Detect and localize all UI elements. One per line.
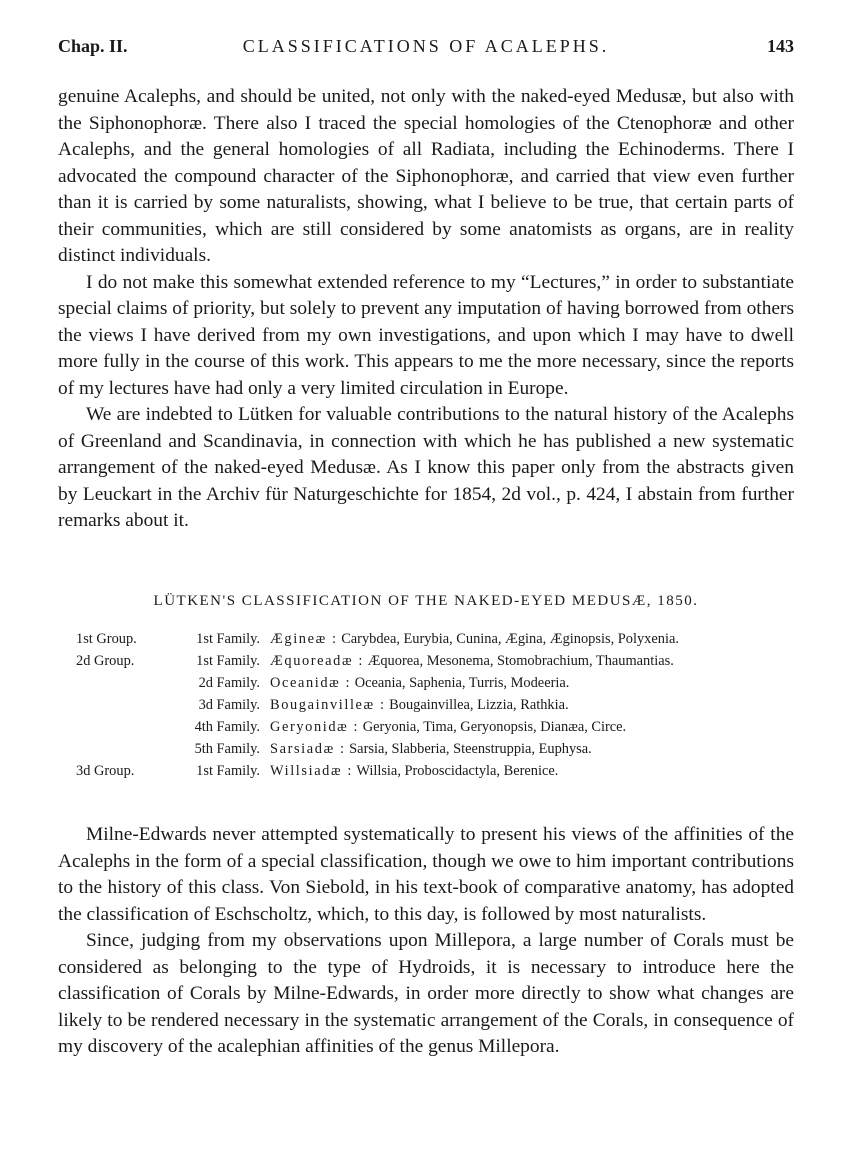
classification-row <box>58 738 818 760</box>
family-label: 3d Family. <box>198 697 260 713</box>
body-text-top <box>58 84 794 535</box>
genera-list: Willsia, Proboscidactyla, Berenice. <box>356 763 559 779</box>
family-name: Willsiadæ : <box>270 763 353 779</box>
running-title: CLASSIFICATIONS OF ACALEPHS. <box>242 36 610 56</box>
genera-list: Bougainvillea, Lizzia, Rathkia. <box>389 697 569 713</box>
classification-row <box>58 716 818 738</box>
group-label: 1st Group. <box>76 631 137 647</box>
classification-table <box>58 628 818 782</box>
paragraph: Since, judging from my observations upon Millepora, a large number of Corals must be considered as belonging to the type of Hydroids, it is necessary to introduce here the classification of Corals by Milne-Edwards, in order more directly to show what changes are likely to be rendered necessary in the systematic arrangement of the Corals, in consequence of my discovery of the acalephian affinities of the genus Millepora. <box>58 930 794 1057</box>
genera-list: Carybdea, Eurybia, Cunina, Ægina, Æginopsis, Polyxenia. <box>341 631 679 647</box>
family-description <box>270 672 569 694</box>
classification-title: LÜTKEN'S CLASSIFICATION OF THE NAKED-EYED MEDUSÆ, 1850. <box>153 593 699 609</box>
family-label: 4th Family. <box>194 719 260 735</box>
classification-row <box>58 694 818 716</box>
body-text-bottom <box>58 822 794 1061</box>
family-label: 1st Family. <box>196 653 260 669</box>
family-description <box>270 628 679 650</box>
family-name: Bougainvilleæ : <box>270 697 386 713</box>
classification-row <box>58 760 818 782</box>
family-name: Oceanidæ : <box>270 675 352 691</box>
classification-row <box>58 672 818 694</box>
family-description <box>270 738 592 760</box>
chapter-label: Chap. II. <box>58 36 128 56</box>
family-label: 5th Family. <box>194 741 260 757</box>
genera-list: Oceania, Saphenia, Turris, Modeeria. <box>354 675 570 691</box>
family-name: Sarsiadæ : <box>270 741 346 757</box>
paragraph: We are indebted to Lütken for valuable contributions to the natural history of the Acalephs of Greenland and Scandinavia, in connection with which he has published a new systematic arrangement of the naked-eyed Medusæ. As I know this paper only from the abstracts given by Leuckart in the Archiv für Naturgeschichte for 1854, 2d vol., p. 424, I abstain from further remarks about it. <box>58 404 794 531</box>
group-label: 3d Group. <box>76 763 135 779</box>
family-name: Geryonidæ : <box>270 719 360 735</box>
family-description <box>270 650 674 672</box>
page-number: 143 <box>767 36 794 56</box>
family-description <box>270 716 626 738</box>
genera-list: Sarsia, Slabberia, Steenstruppia, Euphysa. <box>349 741 592 757</box>
family-label: 1st Family. <box>196 763 260 779</box>
genera-list: Geryonia, Tima, Geryonopsis, Dianæa, Circe. <box>362 719 627 735</box>
classification-row <box>58 650 818 672</box>
paragraph: I do not make this somewhat extended reference to my “Lectures,” in order to substantiate special claims of priority, but solely to prevent any imputation of having borrowed from others the views I have derived from my own investigations, and upon which I may have to dwell more fully in the course of this work. This appears to me the more necessary, since the reports of my lectures have had only a very limited circulation in Europe. <box>58 271 794 399</box>
running-header <box>58 36 794 60</box>
family-description <box>270 694 569 716</box>
group-label: 2d Group. <box>76 653 135 669</box>
paragraph: genuine Acalephs, and should be united, not only with the naked-eyed Medusæ, but also with the Siphonophoræ. There also I traced the special homologies of the Ctenophoræ and other Acalephs, and the general homologies of all Radiata, including the Echinoderms. There I advocated the compound character of the Siphonophoræ, and carried that view even further than it is carried by some naturalists, showing, what I believe to be true, that certain parts of their communities, which are still considered by some anatomists as organs, are in reality distinct individuals. <box>58 86 794 266</box>
paragraph: Milne-Edwards never attempted systematically to present his views of the affinities of the Acalephs in the form of a special classification, though we owe to him important contributions to the history of this class. Von Siebold, in his text-book of comparative anatomy, has adopted the classification of Eschscholtz, which, to this day, is followed by most naturalists. <box>58 824 794 925</box>
family-name: Æquoreadæ : <box>270 653 364 669</box>
family-description <box>270 760 558 782</box>
genera-list: Æquorea, Mesonema, Stomobrachium, Thaumantias. <box>367 653 674 669</box>
family-name: Æginеæ : <box>270 631 338 647</box>
classification-row <box>58 628 818 650</box>
family-label: 2d Family. <box>198 675 260 691</box>
family-label: 1st Family. <box>196 631 260 647</box>
